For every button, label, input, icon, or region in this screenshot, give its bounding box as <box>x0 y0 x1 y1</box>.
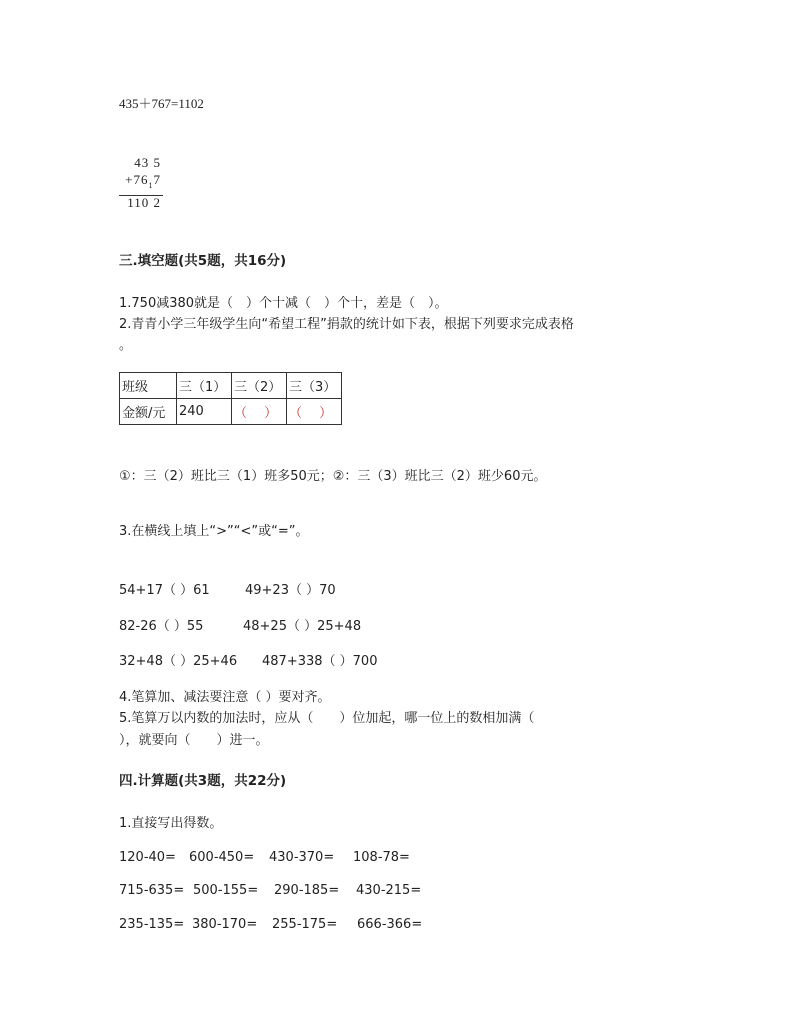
question-5-line-2: ），就要向（ ）进一。 <box>119 733 269 748</box>
table-cell: 三（1） <box>177 373 232 399</box>
section-4-title: 四.计算题(共3题，共22分) <box>119 773 287 789</box>
table-cell: 三（2） <box>232 373 287 399</box>
calc-item: 666-366= <box>357 917 423 932</box>
table-blank-cell[interactable]: （ ） <box>232 399 287 425</box>
table-row <box>120 399 342 425</box>
question-3: 3.在横线上填上“>”“<”或“=”。 <box>119 524 309 539</box>
calc-item: 108-78= <box>353 850 410 865</box>
calc-item: 600-450= <box>189 850 255 865</box>
donation-table <box>119 372 342 425</box>
table-cell: 三（3） <box>287 373 342 399</box>
question-2-note: ①：三（2）班比三（1）班多50元；②：三（3）班比三（2）班少60元。 <box>119 469 547 484</box>
table-cell: 班级 <box>120 373 177 399</box>
calc-item: 715-635= <box>119 883 185 898</box>
vertical-line-1: 43 5 <box>134 155 161 170</box>
question-4: 4.笔算加、减法要注意（ ）要对齐。 <box>119 690 331 705</box>
calc-item: 380-170= <box>192 917 258 932</box>
compare-item: 54+17（ ）61 <box>119 583 210 598</box>
compare-item: 49+23（ ）70 <box>245 583 336 598</box>
calc-item: 120-40= <box>119 850 176 865</box>
calc-item: 255-175= <box>272 917 338 932</box>
calc-item: 290-185= <box>274 883 340 898</box>
compare-item: 32+48（ ）25+46 <box>119 654 238 669</box>
vertical-line-2-prefix: +76 <box>125 172 149 187</box>
equation-line: 435＋767=1102 <box>119 96 204 111</box>
table-cell: 240 <box>177 399 232 425</box>
table-row <box>120 373 342 399</box>
compare-item: 487+338（ ）700 <box>262 654 378 669</box>
question-5-line-1: 5.笔算万以内数的加法时，应从（ ）位加起，哪一位上的数相加满（ <box>119 711 535 726</box>
calc-title: 1.直接写出得数。 <box>119 816 223 831</box>
vertical-line-2-suffix: 7 <box>153 172 161 187</box>
calc-item: 235-135= <box>119 917 185 932</box>
question-2-line-2: 。 <box>119 338 133 353</box>
table-blank-cell[interactable]: （ ） <box>287 399 342 425</box>
vertical-result: 110 2 <box>127 195 161 210</box>
compare-item: 82-26（ ）55 <box>119 619 204 634</box>
question-2-line-1: 2.青青小学三年级学生向“希望工程”捐款的统计如下表，根据下列要求完成表格 <box>119 317 574 332</box>
compare-item: 48+25（ ）25+48 <box>243 619 362 634</box>
section-3-title: 三.填空题(共5题，共16分) <box>119 253 287 269</box>
calc-item: 500-155= <box>193 883 259 898</box>
calc-item: 430-215= <box>356 883 422 898</box>
table-cell: 金额/元 <box>120 399 177 425</box>
question-1: 1.750减380就是（ ）个十减（ ）个十，差是（ ）。 <box>119 296 448 311</box>
calc-item: 430-370= <box>269 850 335 865</box>
carry-digit: 1 <box>148 181 154 190</box>
vertical-line-2 <box>125 172 161 190</box>
